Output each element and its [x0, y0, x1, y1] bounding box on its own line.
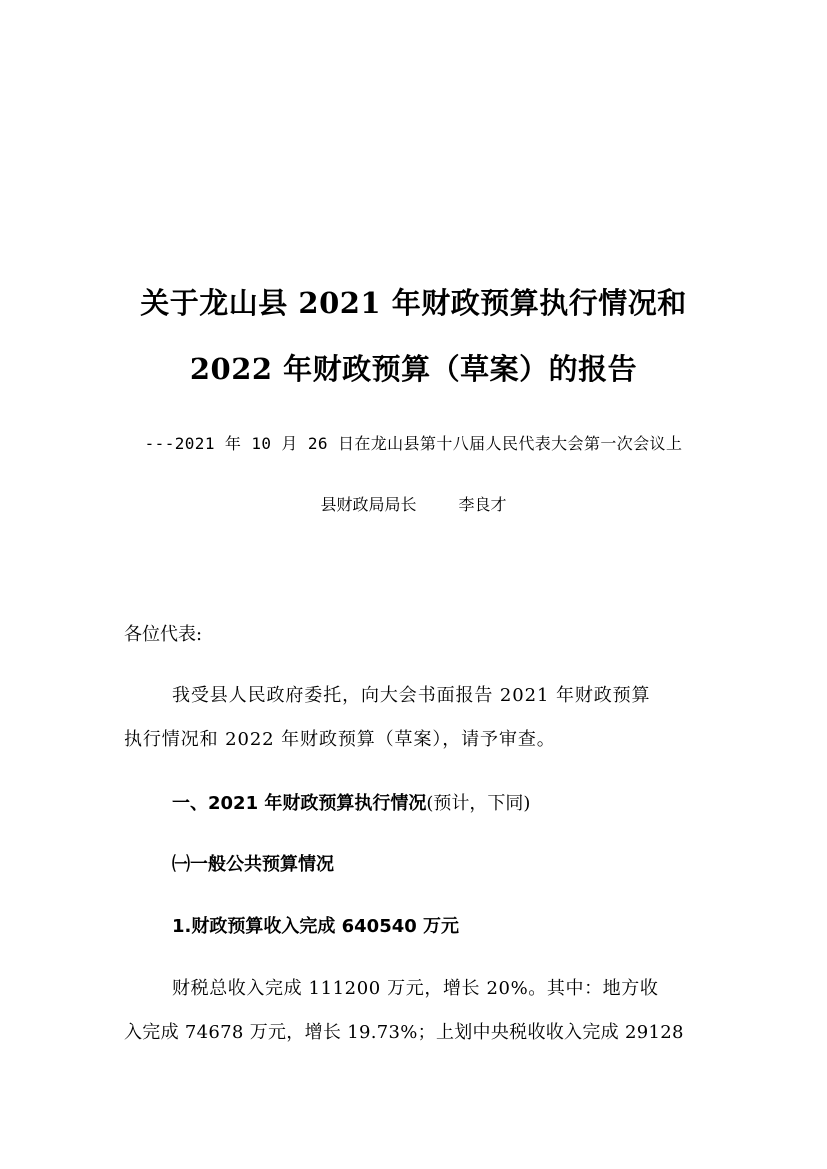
salutation: 各位代表: — [124, 624, 203, 645]
section-1-note: (预计，下同) — [426, 793, 531, 814]
section-1-title: 一、2021 年财政预算执行情况 — [172, 793, 427, 814]
intro-paragraph-line-2: 执行情况和 2022 年财政预算（草案），请予审查。 — [124, 729, 556, 750]
body-paragraph-line-1: 财税总收入完成 111200 万元，增长 20%。其中：地方收 — [172, 978, 659, 999]
speaker-role: 县财政局局长 — [320, 495, 417, 514]
subsection-1-heading: ㈠一般公共预算情况 — [172, 854, 334, 875]
item-1-heading: 1.财政预算收入完成 640540 万元 — [172, 916, 460, 937]
speaker-line — [0, 492, 827, 515]
document-title-line-2: 2022 年财政预算（草案）的报告 — [189, 352, 638, 386]
meeting-subtitle: ---2021 年 10 月 26 日在龙山县第十八届人民代表大会第一次会议上 — [144, 434, 683, 453]
document-title-line-1: 关于龙山县 2021 年财政预算执行情况和 — [140, 286, 687, 320]
section-1-heading — [172, 789, 530, 815]
speaker-name: 李良才 — [458, 495, 507, 514]
body-paragraph-line-2: 入完成 74678 万元，增长 19.73%；上划中央税收收入完成 29128 — [124, 1022, 684, 1043]
intro-paragraph-line-1: 我受县人民政府委托，向大会书面报告 2021 年财政预算 — [172, 685, 651, 706]
